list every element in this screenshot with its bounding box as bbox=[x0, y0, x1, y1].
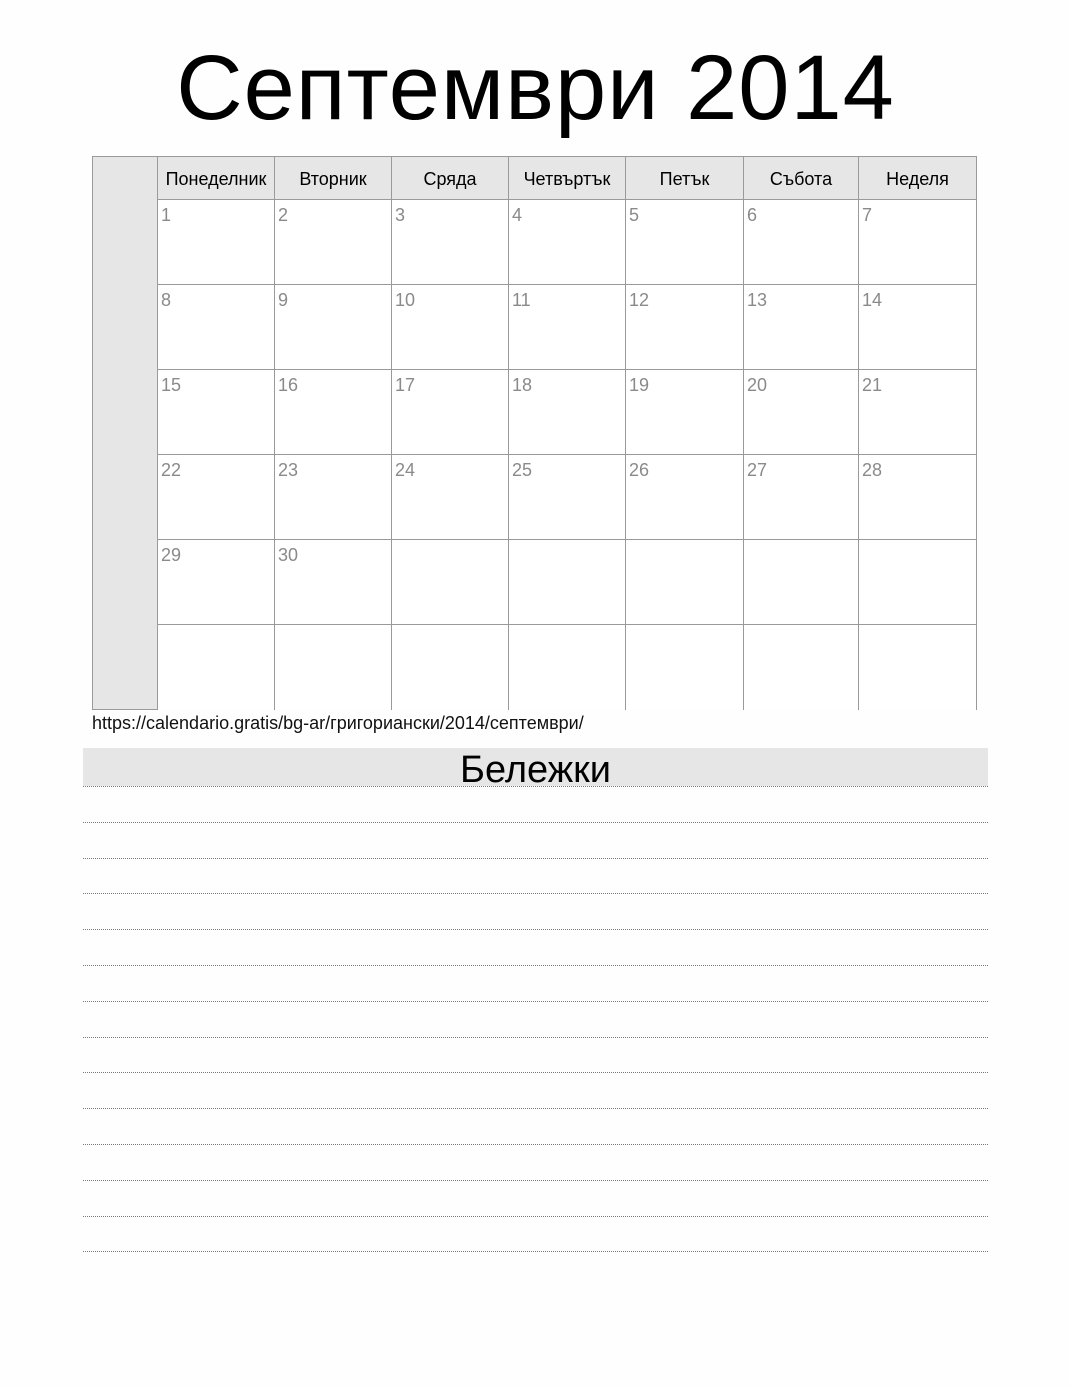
day-number: 22 bbox=[161, 460, 182, 480]
day-number: 27 bbox=[747, 460, 768, 480]
day-cell bbox=[626, 285, 744, 370]
note-line bbox=[83, 1180, 988, 1216]
weekday-header: Четвъртък bbox=[509, 157, 626, 200]
note-line bbox=[83, 1072, 988, 1108]
day-cell bbox=[275, 625, 392, 710]
day-cell bbox=[744, 625, 859, 710]
day-number: 9 bbox=[278, 290, 289, 310]
day-cell bbox=[158, 540, 275, 625]
note-line bbox=[83, 1037, 988, 1073]
note-line bbox=[83, 1001, 988, 1037]
day-number: 16 bbox=[278, 375, 299, 395]
day-number: 28 bbox=[862, 460, 883, 480]
day-number: 6 bbox=[747, 205, 758, 225]
day-cell bbox=[392, 200, 509, 285]
day-number: 3 bbox=[395, 205, 406, 225]
day-number: 24 bbox=[395, 460, 416, 480]
day-cell bbox=[859, 370, 976, 455]
day-cell bbox=[509, 540, 626, 625]
notes-heading: Бележки bbox=[83, 748, 988, 786]
day-cell bbox=[626, 625, 744, 710]
day-cell bbox=[275, 200, 392, 285]
weekday-header: Вторник bbox=[275, 157, 392, 200]
page-title: Септември 2014 bbox=[176, 37, 895, 139]
day-number: 18 bbox=[512, 375, 533, 395]
day-number: 13 bbox=[747, 290, 768, 310]
day-cell bbox=[392, 540, 509, 625]
day-cell bbox=[392, 455, 509, 540]
day-number: 12 bbox=[629, 290, 650, 310]
weekday-header: Понеделник bbox=[158, 157, 275, 200]
day-cell bbox=[859, 625, 976, 710]
day-number: 15 bbox=[161, 375, 182, 395]
day-cell bbox=[859, 455, 976, 540]
day-number: 1 bbox=[161, 205, 172, 225]
note-line bbox=[83, 893, 988, 929]
day-cell bbox=[744, 285, 859, 370]
day-cell bbox=[392, 285, 509, 370]
day-cell bbox=[744, 370, 859, 455]
note-line bbox=[83, 786, 988, 822]
source-url: https://calendario.gratis/bg-ar/григориански/2014/септември/ bbox=[92, 713, 584, 733]
day-cell bbox=[158, 200, 275, 285]
day-cell bbox=[275, 370, 392, 455]
weekday-header: Петък bbox=[626, 157, 744, 200]
day-cell bbox=[744, 200, 859, 285]
weekday-header: Сряда bbox=[392, 157, 509, 200]
day-cell bbox=[158, 370, 275, 455]
weekday-header: Неделя bbox=[859, 157, 976, 200]
day-number: 30 bbox=[278, 545, 299, 565]
day-number: 20 bbox=[747, 375, 768, 395]
day-cell bbox=[509, 455, 626, 540]
day-number: 2 bbox=[278, 205, 289, 225]
month-calendar-grid bbox=[92, 156, 977, 710]
day-cell bbox=[275, 540, 392, 625]
day-cell bbox=[626, 540, 744, 625]
day-number: 5 bbox=[629, 205, 640, 225]
day-number: 11 bbox=[512, 290, 531, 310]
day-cell bbox=[859, 540, 976, 625]
day-cell bbox=[626, 455, 744, 540]
day-cell bbox=[158, 625, 275, 710]
weekday-header: Събота bbox=[744, 157, 859, 200]
day-number: 8 bbox=[161, 290, 172, 310]
note-line bbox=[83, 965, 988, 1001]
week-number-column bbox=[93, 157, 158, 709]
day-number: 17 bbox=[395, 375, 416, 395]
note-line bbox=[83, 822, 988, 858]
day-number: 25 bbox=[512, 460, 533, 480]
day-cell bbox=[509, 370, 626, 455]
day-number: 29 bbox=[161, 545, 182, 565]
day-cell bbox=[392, 625, 509, 710]
day-cell bbox=[744, 455, 859, 540]
day-cell bbox=[744, 540, 859, 625]
day-number: 10 bbox=[395, 290, 416, 310]
day-cell bbox=[392, 370, 509, 455]
day-number: 19 bbox=[629, 375, 650, 395]
day-cell bbox=[859, 285, 976, 370]
day-cell bbox=[275, 455, 392, 540]
day-number: 7 bbox=[862, 205, 873, 225]
notes-lines bbox=[83, 786, 988, 1252]
day-cell bbox=[509, 285, 626, 370]
day-cell bbox=[158, 285, 275, 370]
note-line bbox=[83, 1108, 988, 1144]
day-cell bbox=[158, 455, 275, 540]
day-number: 4 bbox=[512, 205, 523, 225]
day-number: 14 bbox=[862, 290, 883, 310]
note-line bbox=[83, 1216, 988, 1252]
day-cell bbox=[509, 200, 626, 285]
day-cell bbox=[626, 200, 744, 285]
day-cell bbox=[859, 200, 976, 285]
note-line bbox=[83, 1251, 988, 1252]
day-number: 26 bbox=[629, 460, 650, 480]
calendar-day-grid bbox=[158, 157, 976, 709]
day-cell bbox=[509, 625, 626, 710]
note-line bbox=[83, 1144, 988, 1180]
note-line bbox=[83, 858, 988, 894]
day-number: 21 bbox=[862, 375, 883, 395]
day-cell bbox=[275, 285, 392, 370]
day-cell bbox=[626, 370, 744, 455]
day-number: 23 bbox=[278, 460, 299, 480]
note-line bbox=[83, 929, 988, 965]
